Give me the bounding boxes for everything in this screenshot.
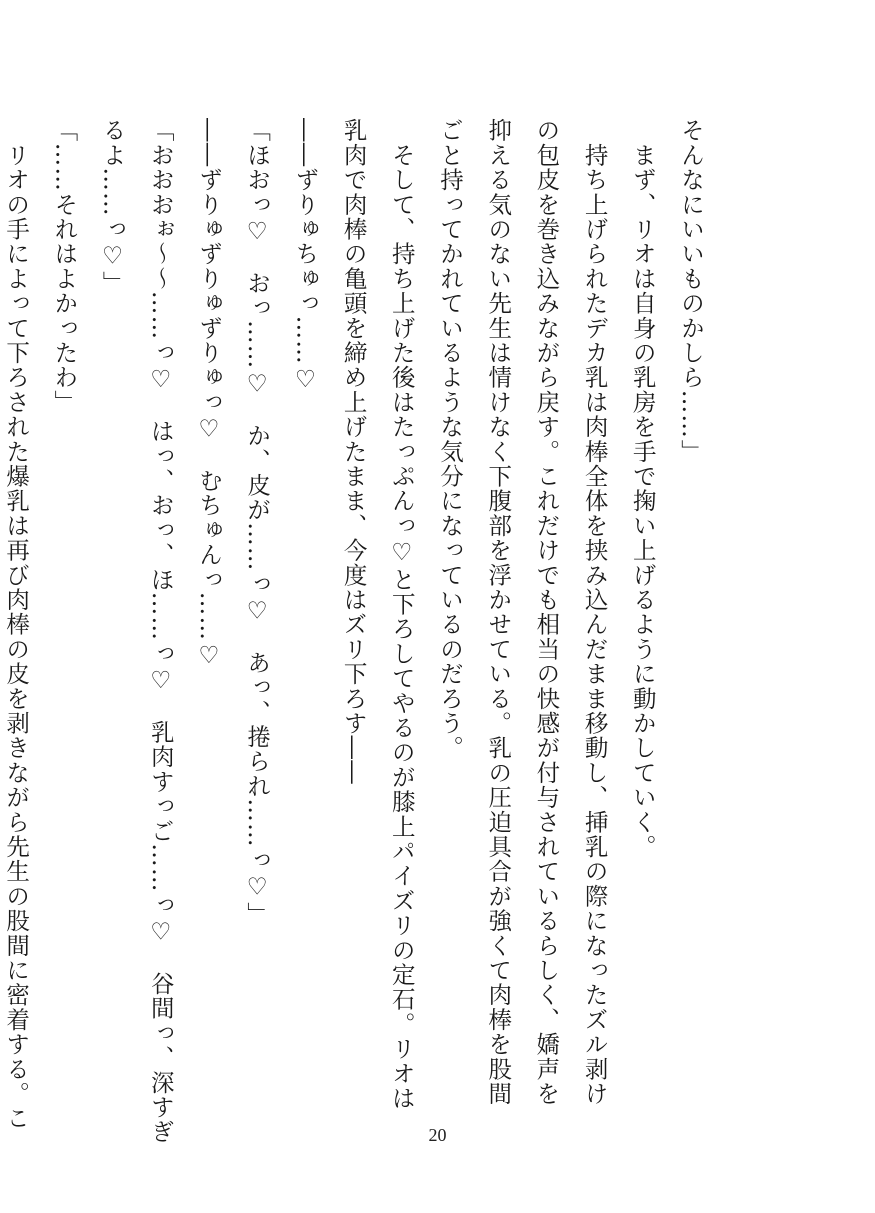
text-line: の包皮を巻き込みながら戻す。これだけでも相当の快感が付与されているらしく、嬌声を [532, 118, 561, 1106]
text-line: 持ち上げられたデカ乳は肉棒全体を挟み込んだまま移動し、挿乳の際になったズル剥け [580, 118, 609, 1106]
text-line: ――ずりゅずりゅずりゅっ♡ むちゅんっ……♡ [194, 118, 223, 671]
text-line: 「……それはよかったわ」 [50, 118, 79, 415]
text-line: ――ずりゅちゅっ……♡ [291, 118, 320, 395]
page-number: 20 [428, 1125, 447, 1145]
text-line: そんなにいいものかしら……」 [677, 118, 705, 464]
text-line: ごと持ってかれているような気分になっているのだろう。 [435, 118, 464, 761]
text-line: まず、リオは自身の乳房を手で掬い上げるように動かしていく。 [628, 118, 657, 859]
text-line: そして、持ち上げた後はたっぷんっ♡と下ろしてやるのが膝上パイズリの定石。リオは [387, 118, 416, 1111]
text-line: 抑える気のない先生は情けなく下腹部を浮かせている。乳の圧迫具合が強くて肉棒を股間 [484, 118, 513, 1106]
text-line: 「おおおぉ〜〜……っ♡ はっ、おっ、ほ……っ♡ 乳肉すっご……っ♡ 谷間っ、深すぎ [146, 118, 175, 1145]
text-line: リオの手によって下ろされた爆乳は再び肉棒の皮を剥きながら先生の股間に密着する。こ [2, 118, 31, 1131]
text-line: 乳肉で肉棒の亀頭を締め上げたまま、今度はズリ下ろす―― [339, 118, 368, 785]
text-line: 「ほおっ♡ おっ……♡ か、皮が……っ♡ あっ、捲られ……っ♡」 [243, 118, 272, 927]
text-line: るよ……っ♡」 [98, 118, 127, 296]
